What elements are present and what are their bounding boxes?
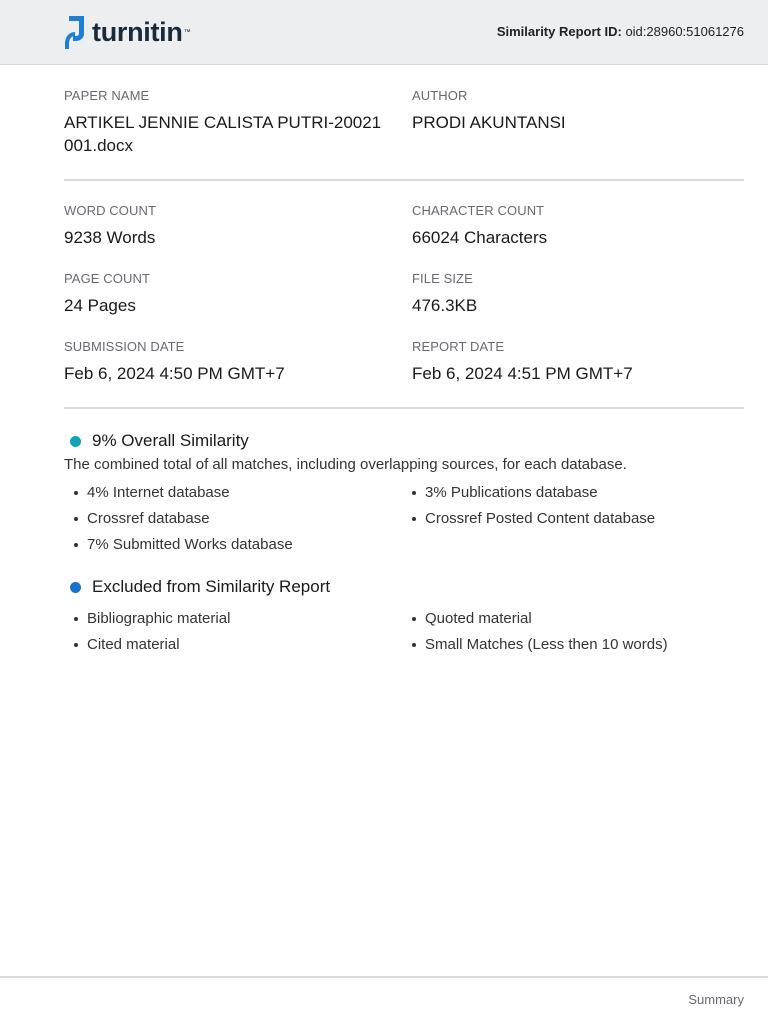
- logo-trademark: ™: [183, 28, 191, 36]
- footer-summary-label: Summary: [688, 992, 744, 1007]
- file-size-value: 476.3KB: [412, 296, 478, 315]
- bullet-icon: [74, 543, 78, 547]
- paper-name-value: ARTIKEL JENNIE CALISTA PUTRI-20021 001.docx: [64, 113, 382, 155]
- page-count-value: 24 Pages: [64, 296, 136, 315]
- word-count-value: 9238 Words: [64, 228, 156, 247]
- paper-name-label: PAPER NAME: [64, 88, 150, 103]
- report-date-label: REPORT DATE: [412, 339, 505, 354]
- submission-date-label: SUBMISSION DATE: [64, 339, 185, 354]
- report-id-label: Similarity Report ID:: [496, 24, 622, 39]
- list-item-text: Quoted material: [425, 610, 532, 627]
- author-label: AUTHOR: [412, 88, 468, 103]
- report-header: [0, 0, 768, 65]
- similarity-dot-icon: [70, 436, 81, 447]
- bullet-icon: [412, 617, 416, 621]
- bullet-icon: [74, 491, 78, 495]
- excluded-heading: [70, 577, 330, 597]
- word-count-field: [64, 203, 156, 249]
- word-count-label: WORD COUNT: [64, 203, 156, 218]
- list-item-text: Crossref database: [87, 510, 210, 527]
- logo-wordmark: turnitin: [92, 16, 183, 47]
- list-item: [74, 510, 210, 527]
- divider: [64, 179, 744, 181]
- submission-date-value: Feb 6, 2024 4:50 PM GMT+7: [64, 364, 285, 383]
- list-item-text: Bibliographic material: [87, 610, 231, 627]
- report-date-field: [412, 339, 633, 385]
- character-count-value: 66024 Characters: [412, 228, 548, 247]
- overall-similarity-heading: [70, 431, 249, 451]
- turnitin-logo: [64, 14, 191, 50]
- excluded-dot-icon: [70, 582, 81, 593]
- paper-name-field: [64, 88, 394, 157]
- list-item-text: 3% Publications database: [425, 484, 598, 501]
- list-item-text: Crossref Posted Content database: [425, 510, 656, 527]
- author-value: PRODI AKUNTANSI: [412, 113, 566, 132]
- report-id-value: oid:28960:51061276: [625, 24, 744, 39]
- excluded-title: Excluded from Similarity Report: [92, 577, 331, 596]
- submission-date-field: [64, 339, 285, 385]
- bullet-icon: [412, 491, 416, 495]
- report-date-value: Feb 6, 2024 4:51 PM GMT+7: [412, 364, 633, 383]
- file-size-field: [412, 271, 477, 317]
- bullet-icon: [74, 517, 78, 521]
- similarity-description: The combined total of all matches, including overlapping sources, for each database.: [64, 456, 627, 473]
- turnitin-logo-icon: [64, 14, 88, 50]
- page-count-field: [64, 271, 150, 317]
- list-item: [412, 636, 668, 653]
- page-footer: [0, 976, 768, 1026]
- character-count-label: CHARACTER COUNT: [412, 203, 545, 218]
- author-field: [412, 88, 742, 134]
- overall-similarity-title: 9% Overall Similarity: [92, 431, 249, 450]
- list-item-text: Small Matches (Less then 10 words): [425, 636, 668, 653]
- bullet-icon: [74, 643, 78, 647]
- list-item: [412, 510, 655, 527]
- bullet-icon: [74, 617, 78, 621]
- bullet-icon: [412, 643, 416, 647]
- list-item: [74, 484, 230, 501]
- list-item: [74, 636, 180, 653]
- character-count-field: [412, 203, 547, 249]
- list-item: [74, 610, 230, 627]
- report-id: [497, 24, 744, 39]
- list-item-text: Cited material: [87, 636, 180, 653]
- list-item: [412, 610, 532, 627]
- list-item-text: 7% Submitted Works database: [87, 536, 293, 553]
- page-count-label: PAGE COUNT: [64, 271, 150, 286]
- list-item: [74, 536, 293, 553]
- list-item-text: 4% Internet database: [87, 484, 230, 501]
- divider: [64, 407, 744, 409]
- list-item: [412, 484, 598, 501]
- file-size-label: FILE SIZE: [412, 271, 473, 286]
- bullet-icon: [412, 517, 416, 521]
